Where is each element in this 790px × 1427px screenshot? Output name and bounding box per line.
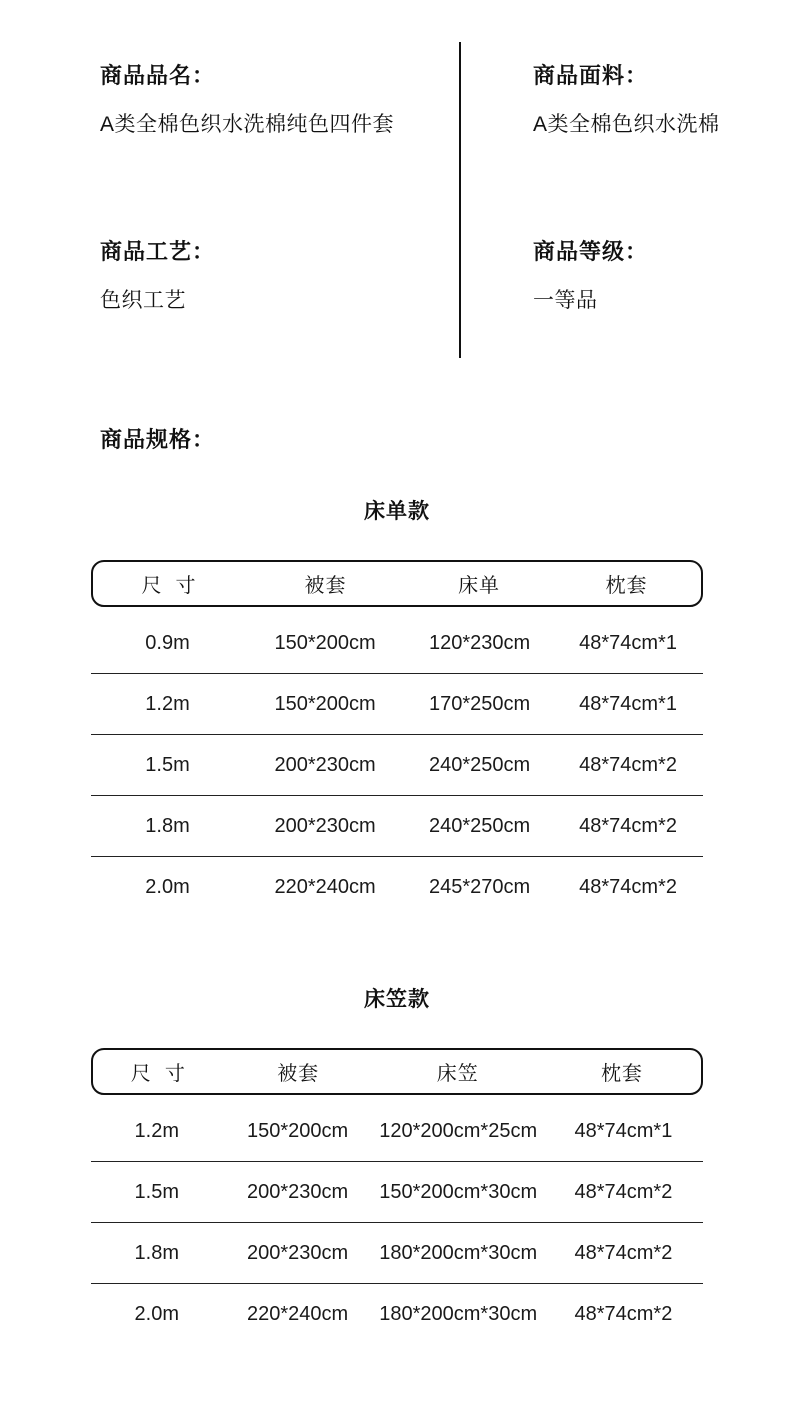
table-row [91,735,703,796]
column-header-fitted-sheet: 床笠 [436,1063,479,1085]
cell-fitted-sheet: 120*200cm*25cm [379,1119,538,1142]
field-label: 商品品名： [100,63,216,88]
table-body [91,613,703,917]
column-header-duvet-cover: 被套 [277,1063,320,1085]
cell-size: 1.2m [134,1119,180,1142]
field-label: 商品工艺： [100,239,216,264]
cell-size: 1.2m [145,692,190,715]
cell-pillowcase: 48*74cm*1 [579,631,677,654]
cell-bed-sheet: 170*250cm [429,692,531,715]
cell-size: 1.5m [134,1180,180,1203]
cell-duvet-cover: 200*230cm [246,1241,349,1264]
field-product-grade [533,238,648,314]
table-row [91,1284,703,1344]
field-value: 色织工艺 [100,289,186,312]
field-product-fabric [533,62,720,138]
vertical-divider [459,42,461,358]
cell-duvet-cover: 200*230cm [274,753,376,776]
cell-pillowcase: 48*74cm*2 [574,1241,673,1264]
cell-pillowcase: 48*74cm*2 [574,1180,673,1203]
column-header-pillowcase: 枕套 [605,575,648,597]
table-title: 床笠款 [364,988,430,1011]
table-row [91,613,703,674]
cell-duvet-cover: 200*230cm [274,814,376,837]
field-product-name [100,62,394,138]
cell-duvet-cover: 150*200cm [274,692,376,715]
cell-pillowcase: 48*74cm*2 [579,875,677,898]
cell-size: 2.0m [145,875,190,898]
cell-bed-sheet: 240*250cm [429,814,531,837]
column-header-size: 尺 寸 [141,575,197,597]
table-header-row [91,1048,703,1095]
cell-pillowcase: 48*74cm*1 [574,1119,673,1142]
spec-table-sheet-style [91,498,703,917]
cell-duvet-cover: 200*230cm [246,1180,349,1203]
field-product-craft [100,238,215,314]
column-header-bed-sheet: 床单 [458,575,501,597]
table-header-row [91,560,703,607]
table-row [91,674,703,735]
field-value: A类全棉色织水洗棉纯色四件套 [100,113,395,136]
cell-size: 1.8m [145,814,190,837]
cell-pillowcase: 48*74cm*1 [579,692,677,715]
column-header-size: 尺 寸 [130,1063,186,1085]
table-body [91,1101,703,1344]
cell-fitted-sheet: 150*200cm*30cm [379,1180,538,1203]
cell-bed-sheet: 240*250cm [429,753,531,776]
table-row [91,1223,703,1284]
field-value: A类全棉色织水洗棉 [533,113,720,136]
table-row [91,857,703,917]
cell-size: 2.0m [134,1302,180,1325]
field-value: 一等品 [533,289,598,312]
cell-bed-sheet: 120*230cm [429,631,531,654]
spec-table-fitted-style [91,986,703,1344]
cell-fitted-sheet: 180*200cm*30cm [379,1241,538,1264]
column-header-duvet-cover: 被套 [304,575,347,597]
cell-duvet-cover: 150*200cm [274,631,376,654]
cell-size: 1.5m [145,753,190,776]
cell-pillowcase: 48*74cm*2 [574,1302,673,1325]
table-row [91,1101,703,1162]
cell-duvet-cover: 220*240cm [246,1302,349,1325]
cell-duvet-cover: 220*240cm [274,875,376,898]
specs-heading: 商品规格： [100,427,216,452]
cell-duvet-cover: 150*200cm [246,1119,349,1142]
cell-pillowcase: 48*74cm*2 [579,814,677,837]
cell-bed-sheet: 245*270cm [429,875,531,898]
table-row [91,1162,703,1223]
cell-size: 1.8m [134,1241,180,1264]
column-header-pillowcase: 枕套 [600,1063,643,1085]
field-label: 商品等级： [533,239,649,264]
cell-fitted-sheet: 180*200cm*30cm [379,1302,538,1325]
table-row [91,796,703,857]
field-label: 商品面料： [533,63,649,88]
cell-size: 0.9m [145,631,190,654]
cell-pillowcase: 48*74cm*2 [579,753,677,776]
table-title: 床单款 [364,500,430,523]
